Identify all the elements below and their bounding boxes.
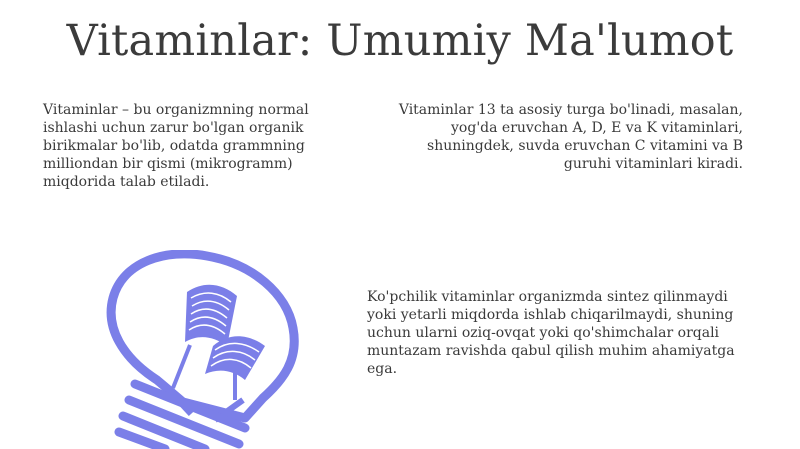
slide-title: Vitaminlar: Umumiy Ma'lumot (66, 16, 734, 66)
paragraph-left: Vitaminlar – bu organizmning normal ishlashi uchun zarur bo'lgan organik birikmalar bo'lib, odatda grammning milliondan bir qismi (mikrogramm) miqdorida talab etiladi. (43, 102, 309, 190)
paragraph-bottom: Ko'pchilik vitaminlar organizmda sintez qilinmaydi yoki yetarli miqdorda ishlab chiqarilmaydi, shuning uchun ularni oziq-ovqat yoki qo'shimchalar orqali muntazam ravishda qabul qilish muhim ahamiyatga ega. (367, 289, 735, 377)
lightbulb-book-icon (95, 250, 320, 449)
paragraph-right: Vitaminlar 13 ta asosiy turga bo'linadi, masalan, yog'da eruvchan A, D, E va K vitaminlari, shuningdek, suvda eruvchan C vitamini va B guruhi vitaminlari kiradi. (398, 102, 743, 172)
